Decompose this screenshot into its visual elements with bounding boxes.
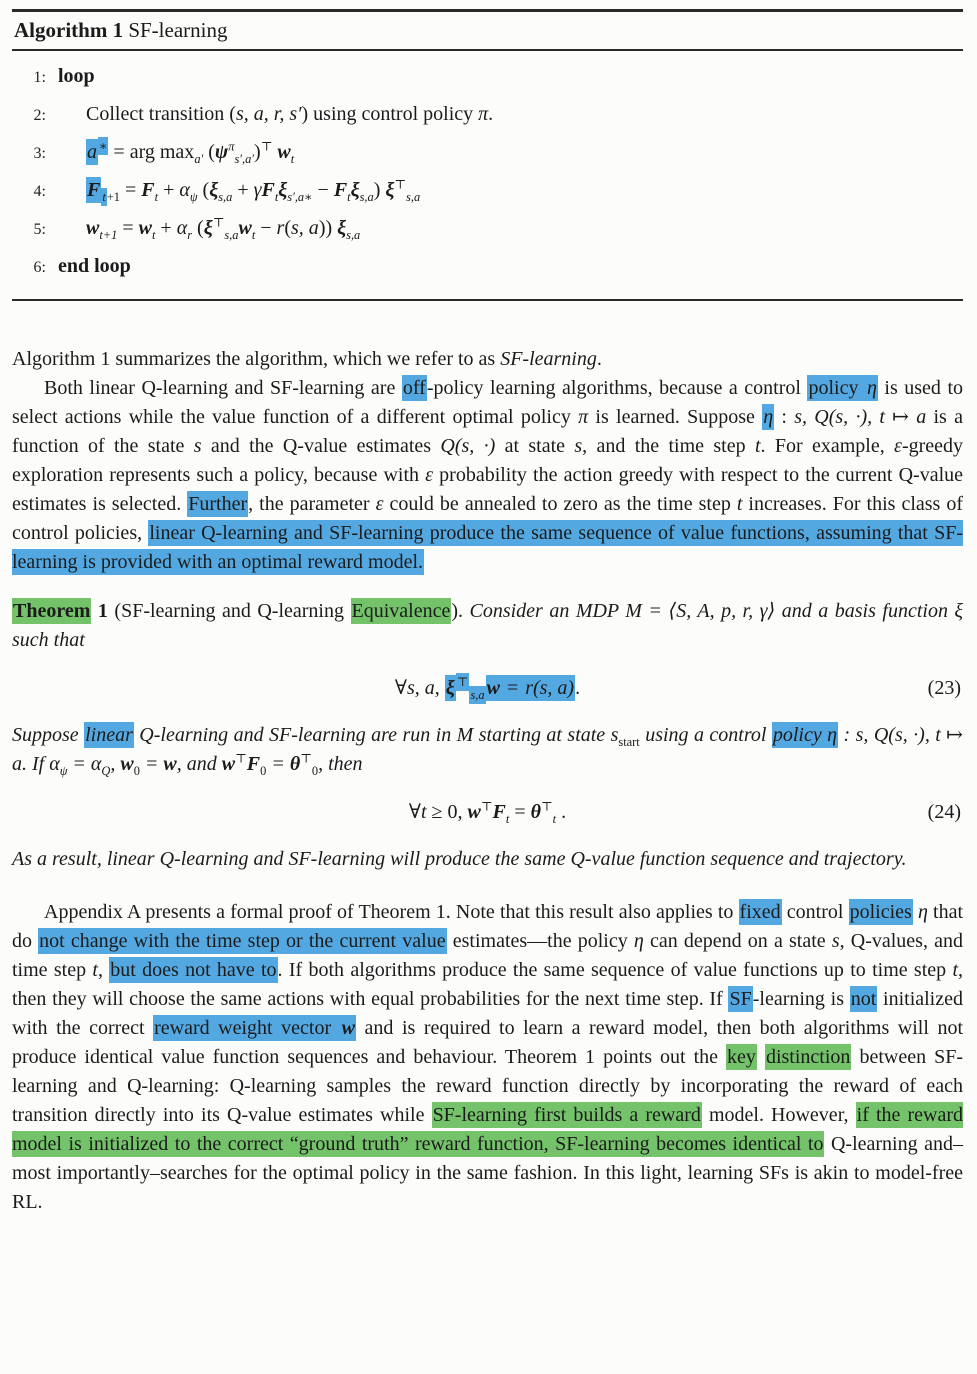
text-segment: -learning is: [752, 988, 850, 1010]
highlight-blue-segment: r(s, a): [525, 677, 575, 699]
paragraph-discussion: [12, 898, 963, 1217]
text-segment: -policy learning algorithms, because a control: [426, 377, 808, 399]
highlight-green-segment: key: [727, 1046, 756, 1068]
text-segment: θ: [530, 801, 541, 823]
text-segment: s,a: [224, 228, 239, 242]
text-segment: ε: [894, 435, 902, 457]
text-segment: −: [312, 179, 334, 201]
highlight-blue-segment: off: [402, 377, 426, 399]
text-segment: ξ: [337, 217, 347, 239]
text-segment: ξ: [278, 179, 288, 201]
text-segment: w: [467, 801, 481, 823]
text-segment: Appendix A presents a formal proof of Theorem 1. Note that this result also applies to: [44, 901, 739, 923]
text-segment: t: [290, 152, 295, 166]
algorithm-line-number: 2:: [33, 107, 46, 124]
text-segment: = arg max: [108, 141, 195, 163]
equation-24-number: (24): [927, 801, 961, 823]
highlight-blue-segment: w: [486, 677, 500, 699]
text-segment: s, Q(s, ·), t ↦ a: [794, 406, 927, 428]
text-segment: ⊤: [260, 139, 273, 154]
algorithm-line: [12, 137, 963, 169]
highlight-blue-segment: not: [850, 988, 877, 1010]
highlight-blue-segment: fixed: [739, 901, 781, 923]
text-segment: ε: [375, 493, 384, 515]
text-segment: , the parameter: [248, 493, 376, 515]
algorithm-title: [12, 12, 963, 51]
text-segment: probability the action greedy with respect to the current Q-value estimates is selected.: [12, 464, 964, 515]
text-segment: θ: [289, 753, 301, 775]
algorithm-line-content: [86, 99, 493, 129]
equation-24: [12, 795, 963, 829]
text-segment: ε: [425, 464, 434, 486]
text-segment: s: [193, 435, 202, 457]
text-segment: +: [158, 179, 180, 201]
text-segment: w: [163, 753, 177, 775]
text-segment: Q-learning and SF-learning are run in M starting at state: [133, 724, 611, 746]
equation-23-number: (23): [927, 677, 961, 699]
text-segment: s′,a′: [234, 152, 255, 166]
highlight-blue-segment: linear Q-learning and SF-learning produce the same sequence of value functions, assuming that SF-learning is provided with an optimal reward model.: [12, 522, 964, 573]
text-segment: at state: [495, 435, 575, 457]
algorithm-line: [12, 175, 963, 207]
text-segment: .: [596, 348, 602, 370]
text-segment: t: [151, 228, 156, 242]
equation-23: [12, 671, 963, 705]
text-segment: a′: [194, 152, 204, 166]
text-segment: α: [176, 217, 188, 239]
algorithm-line-number: 6:: [33, 259, 46, 276]
text-segment: .: [488, 103, 494, 125]
algorithm-line-number: 3:: [33, 145, 46, 162]
highlight-blue-segment: s,a: [470, 688, 485, 702]
text-segment: s, a: [291, 217, 319, 239]
text-segment: ): [254, 141, 261, 163]
text-segment: w: [86, 217, 100, 239]
text-segment: ξ: [203, 217, 213, 239]
text-segment: (: [192, 217, 204, 239]
text-segment: α: [179, 179, 190, 201]
text-segment: 0: [260, 764, 267, 778]
text-segment: s, a: [407, 677, 435, 699]
text-segment: Both linear Q-learning and SF-learning are: [44, 377, 402, 399]
text-segment: =: [67, 753, 91, 775]
text-segment: w: [238, 217, 252, 239]
text-segment: t: [347, 190, 351, 204]
text-segment: s′,a∗: [287, 190, 313, 204]
highlight-blue-segment: F: [87, 179, 101, 201]
text-segment: s, a, r, s′: [235, 103, 302, 125]
text-segment: w: [120, 753, 134, 775]
text-segment: −: [255, 217, 277, 239]
text-segment: loop: [58, 65, 95, 87]
text-segment: , Q-values, and time step: [12, 930, 963, 981]
highlight-blue-segment: policy η: [772, 724, 838, 746]
text-segment: t: [754, 435, 761, 457]
highlight-blue-segment: ξ: [445, 677, 455, 699]
text-segment: As a result, linear Q-learning and SF-learning will produce the same Q-value function sequence and trajectory.: [12, 848, 907, 870]
text-segment: (: [197, 179, 210, 201]
text-segment: ) using control policy: [301, 103, 479, 125]
text-segment: η: [633, 930, 644, 952]
text-segment: F: [492, 801, 506, 823]
theorem-body: [12, 721, 963, 779]
text-segment: F: [261, 179, 275, 201]
highlight-blue-segment: ∗: [99, 139, 108, 154]
text-segment: ⊤: [235, 751, 247, 766]
text-segment: that do: [12, 901, 964, 952]
text-segment: :: [774, 406, 795, 428]
text-segment: Q-learning and–most importantly–searches for the optimal policy in the same fashion. In this light, learning SFs is akin to model-free RL.: [12, 1133, 963, 1213]
text-segment: π: [228, 139, 235, 154]
algorithm-body: [12, 51, 963, 299]
highlight-green-segment: distinction: [765, 1046, 851, 1068]
paragraph-offpolicy: [12, 374, 963, 577]
text-segment: s,a: [359, 190, 374, 204]
text-segment: . If both algorithms produce the same sequence of value functions up to time step: [277, 959, 953, 981]
text-segment: (SF-learning and Q-learning: [114, 600, 351, 622]
text-segment: s, Q(s, ·), t ↦ a: [12, 724, 963, 775]
text-segment: SF-learning: [123, 18, 228, 42]
theorem-conclusion: [12, 845, 963, 874]
text-segment: =: [266, 753, 290, 775]
text-segment: r: [187, 228, 193, 242]
highlight-blue-segment: Further: [188, 493, 248, 515]
text-segment: +1: [106, 190, 120, 204]
text-segment: =: [119, 179, 142, 201]
text-segment: s: [610, 724, 619, 746]
theorem-head: [12, 597, 963, 655]
text-segment: .: [556, 801, 567, 823]
text-segment: ).: [451, 600, 470, 622]
text-segment: . For example,: [760, 435, 895, 457]
highlight-blue-segment: η: [763, 406, 774, 428]
text-segment: t+1: [99, 228, 118, 242]
highlight-green-segment: SF-learning first builds a reward: [432, 1104, 701, 1126]
text-segment: ⊤: [480, 799, 493, 814]
text-segment: γ: [253, 179, 262, 201]
highlight-green-segment: Equivalence: [351, 600, 451, 622]
text-segment: control: [781, 901, 849, 923]
text-segment: increases. For this class of control policies,: [12, 493, 964, 544]
text-segment: . If: [22, 753, 50, 775]
text-segment: using a control: [639, 724, 772, 746]
text-segment: [757, 1046, 765, 1068]
algorithm-line: [12, 251, 963, 283]
theorem-block: [12, 597, 963, 874]
highlight-blue-segment: η: [866, 377, 877, 399]
text-segment: ,: [110, 753, 121, 775]
text-segment: , and: [176, 753, 222, 775]
text-segment: F: [141, 179, 155, 201]
text-segment: α: [49, 753, 60, 775]
highlight-blue-segment: a: [87, 141, 97, 163]
text-segment: t: [736, 493, 743, 515]
text-segment: t: [420, 801, 427, 823]
text-segment: ): [373, 179, 386, 201]
text-segment: is a function of the state: [12, 406, 963, 457]
highlight-blue-segment: policies: [849, 901, 912, 923]
highlight-blue-segment: not change with the time step or the current value: [39, 930, 446, 952]
highlight-blue-segment: ⊤: [456, 675, 469, 690]
text-segment: ⊤: [394, 177, 407, 192]
algorithm-line-number: 4:: [33, 183, 46, 200]
text-segment: ⊤: [300, 751, 312, 766]
text-segment: Algorithm 1: [14, 18, 124, 42]
text-segment: s: [831, 930, 840, 952]
text-segment: 1: [91, 600, 115, 622]
text-segment: is used to select actions while the value function of a different optimal policy: [12, 377, 964, 428]
text-segment: =: [117, 217, 139, 239]
text-segment: π: [578, 406, 589, 428]
algorithm-line-content: [58, 61, 95, 91]
text-segment: , then they will choose the same actions with equal probabilities for the next time step. If: [12, 959, 964, 1010]
text-segment: ψ: [214, 141, 229, 163]
text-segment: t: [251, 228, 256, 242]
text-segment: )): [318, 217, 338, 239]
algorithm-line-content: [86, 213, 360, 243]
text-segment: ,: [97, 959, 110, 981]
text-segment: F: [333, 179, 348, 201]
text-segment: ξ: [350, 179, 360, 201]
text-segment: =: [509, 801, 531, 823]
text-segment: ψ: [189, 190, 198, 204]
text-segment: Consider an MDP M = ⟨S, A, p, r, γ⟩ and a basis function ξ such that: [12, 600, 963, 651]
equation-23-body: [394, 675, 581, 702]
text-segment: (: [284, 217, 292, 239]
text-segment: +: [232, 179, 254, 201]
text-segment: is learned. Suppose: [588, 406, 763, 428]
text-segment: Q: [101, 764, 111, 778]
text-segment: ⊤: [212, 215, 225, 230]
text-segment: s,a: [406, 190, 421, 204]
highlight-green-segment: if the reward model is initialized to the correct “ground truth” reward function, SF-learning becomes identical to: [12, 1104, 963, 1155]
text-segment: w: [277, 141, 291, 163]
highlight-blue-segment: w: [341, 1017, 356, 1039]
text-segment: π: [478, 103, 489, 125]
text-segment: w: [138, 217, 152, 239]
text-segment: s: [574, 435, 583, 457]
text-segment: t: [92, 959, 98, 981]
text-segment: s,a: [346, 228, 361, 242]
text-segment: ≥ 0,: [426, 801, 468, 823]
text-segment: Collect transition (: [86, 103, 236, 125]
text-segment: t: [505, 812, 510, 826]
highlight-blue-segment: reward weight vector: [154, 1017, 340, 1039]
text-segment: , then: [318, 753, 363, 775]
text-segment: ⊤: [540, 799, 553, 814]
text-segment: s,a: [218, 190, 233, 204]
algorithm-line-content: [58, 251, 131, 281]
text-segment: ψ: [59, 764, 68, 778]
text-segment: ξ: [209, 179, 219, 201]
text-segment: Q(s, ·): [440, 435, 496, 457]
text-segment: model. However,: [701, 1104, 856, 1126]
text-segment: t: [552, 812, 557, 826]
algorithm-line: [12, 99, 963, 131]
text-segment: 0: [311, 764, 319, 778]
algorithm-line-number: 5:: [33, 221, 46, 238]
text-segment: η: [917, 901, 928, 923]
text-segment: ∀: [394, 677, 407, 699]
text-segment: end loop: [58, 255, 131, 277]
algorithm-line-number: 1:: [33, 69, 46, 86]
text-segment: , and the time step: [582, 435, 755, 457]
algorithm-box: [12, 9, 963, 301]
algorithm-line-content: [86, 175, 420, 205]
text-segment: could be annealed to zero as the time step: [383, 493, 737, 515]
text-segment: start: [618, 735, 640, 749]
text-segment: Algorithm 1 summarizes the algorithm, which we refer to as: [12, 348, 501, 370]
text-segment: t: [274, 190, 279, 204]
highlight-blue-segment: linear: [85, 724, 133, 746]
text-segment: w: [221, 753, 236, 775]
text-segment: ξ: [385, 179, 395, 201]
text-segment: .: [575, 677, 581, 699]
text-segment: :: [838, 724, 856, 746]
text-segment: +: [155, 217, 177, 239]
algorithm-line: [12, 61, 963, 93]
text-segment: =: [139, 753, 164, 775]
text-segment: and is required to learn a reward model, then both algorithms will not produce identical value function sequences and behaviour. Theorem 1 points out the: [12, 1017, 964, 1068]
highlight-blue-segment: t: [102, 190, 106, 204]
text-segment: and the Q-value estimates: [201, 435, 441, 457]
highlight-green-segment: Theorem: [13, 600, 91, 622]
text-segment: initialized with the correct: [12, 988, 963, 1039]
text-segment: F: [246, 753, 261, 775]
text-segment: -greedy exploration represents such a policy, because with: [12, 435, 964, 486]
text-segment: estimates—the policy: [446, 930, 634, 952]
text-segment: r: [276, 217, 285, 239]
text-segment: t: [154, 190, 159, 204]
text-segment: between SF-learning and Q-learning: Q-learning samples the reward function directly by incorporating the reward of each transition directly into its Q-value estimates while: [12, 1046, 964, 1126]
text-segment: 0: [133, 764, 140, 778]
text-segment: (: [203, 141, 215, 163]
text-segment: t: [952, 959, 959, 981]
highlight-blue-segment: SF: [729, 988, 752, 1010]
text-segment: SF-learning: [500, 348, 597, 370]
equation-24-body: [408, 799, 567, 826]
text-segment: can depend on a state: [643, 930, 832, 952]
highlight-blue-segment: but does not have to: [110, 959, 277, 981]
algorithm-line-content: [86, 137, 294, 167]
paragraph-intro: [12, 345, 963, 374]
text-segment: Suppose: [12, 724, 85, 746]
algorithm-line: [12, 213, 963, 245]
text-segment: ,: [434, 677, 445, 699]
highlight-blue-segment: =: [501, 677, 524, 699]
highlight-blue-segment: policy: [808, 377, 865, 399]
text-segment: α: [90, 753, 102, 775]
text-segment: ∀: [408, 801, 421, 823]
